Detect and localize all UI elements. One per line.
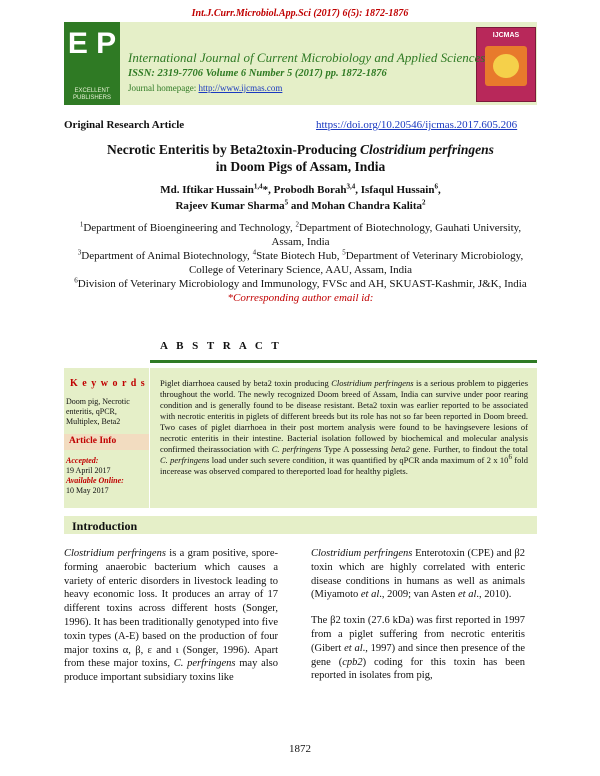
body-run: Enterotoxin (CPE) and β2 toxin which are highly correlated with enteric disease conditions in humans as well as animals (Miyamoto	[311, 548, 525, 601]
cover-label: IJCMAS	[492, 32, 520, 39]
author-sep: ,	[355, 184, 361, 196]
author-name: Rajeev Kumar Sharma	[175, 200, 285, 212]
keywords-list: Doom pig, Necrotic enteritis, qPCR, Multiplex, Beta2	[66, 397, 130, 426]
affil-sup: 1	[79, 220, 84, 229]
accepted-date: 19 April 2017	[66, 466, 111, 475]
title-organism: Clostridium perfringens	[360, 142, 494, 157]
affiliation: Division of Veterinary Microbiology and Immunology, FVSc and AH, SKUAST-Kashmir, J&K, India	[77, 278, 527, 290]
abstract-run: load under such severe condition, it was quantified by qPCR anda maximum of 2 x 10	[209, 455, 509, 465]
paragraph	[311, 614, 525, 683]
affiliation: Department of Animal Biotechnology,	[81, 250, 253, 262]
author-name: Mohan Chandra Kalita	[311, 200, 423, 212]
paragraph	[311, 547, 525, 602]
author-sup: 5	[284, 198, 289, 207]
online-date: 10 May 2017	[66, 486, 109, 495]
affil-sup: 4	[252, 248, 257, 257]
article-type: Original Research Article	[64, 119, 185, 131]
body-run: ., 2009; van Asten	[379, 589, 458, 601]
body-italic: Clostridium perfringens	[311, 548, 413, 559]
affiliation: Department of Veterinary Microbiology, College of Veterinary Science, AAU, Assam, India	[188, 250, 524, 276]
abstract-run: gene. Further, to findout the total	[409, 444, 528, 454]
article-info-heading: Article Info	[69, 436, 117, 446]
author-sup: 6	[434, 182, 438, 191]
affiliations	[64, 221, 537, 305]
abstract-sup: 6	[508, 453, 512, 462]
abstract-rule	[150, 360, 537, 363]
logo-letters: E P	[67, 27, 117, 60]
author-sep: ,	[437, 184, 441, 196]
accepted-label: Accepted:	[66, 456, 99, 465]
abstract-run: Piglet diarrhoea caused by beta2 toxin producing	[160, 378, 332, 388]
journal-name: International Journal of Current Microbiology and Applied Sciences	[128, 50, 486, 65]
abstract-italic: C. perfringens	[160, 455, 210, 465]
body-run: ., 1997) and since then presence of the gene (	[311, 642, 525, 668]
body-italic: et al	[360, 589, 380, 601]
title-line1: Necrotic Enteritis by Beta2toxin-Producing	[107, 142, 361, 157]
body-column-right	[311, 547, 525, 695]
journal-homepage	[128, 83, 282, 93]
author-name: Md. Iftikar Hussain	[160, 184, 254, 196]
journal-issn: ISSN: 2319-7706 Volume 6 Number 5 (2017) pp. 1872-1876	[128, 68, 387, 79]
affil-sup: 3	[77, 248, 82, 257]
article-info-box	[64, 434, 149, 450]
body-run: ) coding for this toxin has been reported in isolates from pig,	[311, 656, 525, 682]
affiliation: Department of Bioengineering and Technology,	[83, 222, 296, 234]
body-italic: et al	[458, 589, 477, 601]
logo-text: EXCELLENT PUBLISHERS	[72, 88, 111, 101]
cover-image-inner-icon	[493, 54, 519, 78]
body-italic: et al	[344, 642, 363, 654]
abstract-heading: A B S T R A C T	[160, 340, 282, 352]
body-run: The β2 toxin (27.6 kDa) was first reported in 1997 from a piglet suffering from necrotic enteritis (Gibert	[311, 615, 525, 654]
author-name: Probodh Borah	[273, 184, 347, 196]
abstract-run: is a serious problem to piggeries throughout the world. The newly recognized Doom breed of Assam, India can survive under poor rearing condition and is generally found to be disease resistant. Beta2 toxin was earlier reported to be associated with necrotic enteritis in piglets of different breeds but its role has not so far been reported in Doom breed. Two cases of piglet diarrhoea in their post mortem analysis were found to be havingsevere lesions of necrotic enteritis in their intestine. Bacterial isolation followed by biochemical and molecular analysis confirmed theirassociation with	[160, 378, 529, 454]
running-header-citation: Int.J.Curr.Microbiol.App.Sci (2017) 6(5): 1872-1876	[191, 8, 409, 19]
affiliation: Department of Biotechnology, Gauhati University, Assam, India	[271, 222, 522, 248]
body-run: is a gram positive, spore-forming anaerobic bacterium which causes a variety of enteric disorders in livestock leading to heavy economic loss. It produces an array of 17 different toxins across different hosts (Songer, 1996). It has been traditionally genotyped into five toxin types (A-E) based on the production of four major toxins α, β, ε and ι (Songer, 1996). Apart from these major toxins,	[64, 548, 278, 670]
doi	[316, 119, 517, 131]
author-name: Isfaqul Hussain	[360, 184, 435, 196]
homepage-label: Journal homepage:	[128, 83, 199, 93]
body-italic: cpb2	[342, 656, 363, 668]
publisher-logo	[64, 22, 120, 105]
abstract-run: Type A possessing	[321, 444, 391, 454]
author-sep: *,	[262, 184, 274, 196]
affil-sup: 6	[74, 276, 78, 285]
title-line2: in Doom Pigs of Assam, India	[215, 159, 386, 174]
affiliation: State Biotech Hub,	[256, 250, 343, 262]
homepage-link[interactable]: http://www.ijcmas.com	[198, 83, 283, 93]
article-title	[64, 141, 537, 175]
abstract-italic: Clostridium perfringens	[331, 378, 414, 388]
author-sep: and	[288, 200, 312, 212]
body-run: ., 2010).	[476, 589, 512, 601]
corresponding-author: *Corresponding author email id:	[227, 292, 374, 304]
article-dates	[66, 456, 150, 496]
abstract-italic: beta2	[390, 444, 410, 454]
body-italic: Clostridium perfringens	[64, 548, 166, 559]
paragraph	[64, 547, 278, 685]
online-label: Available Online:	[66, 476, 124, 485]
keywords-heading: K e y w o r d s	[70, 378, 146, 389]
affil-sup: 2	[295, 220, 299, 229]
doi-link[interactable]: https://doi.org/10.20546/ijcmas.2017.605.206	[316, 119, 518, 131]
abstract-run: fold incerease was observed compared to thereported load for healthy piglets.	[160, 455, 528, 476]
affil-sup: 5	[342, 248, 346, 257]
page-number: 1872	[289, 743, 311, 755]
author-sup: 2	[422, 198, 426, 207]
body-column-left	[64, 547, 278, 697]
body-italic: C. perfringens	[173, 658, 236, 670]
body-run: may also produce important subsidiary toxins like	[64, 658, 278, 684]
author-list	[64, 182, 537, 214]
author-sup: 3,4	[346, 182, 356, 191]
author-sup: 1,4	[253, 182, 263, 191]
abstract-italic: C. perfringens	[271, 444, 322, 454]
abstract-text	[160, 378, 528, 477]
introduction-heading: Introduction	[72, 519, 138, 533]
